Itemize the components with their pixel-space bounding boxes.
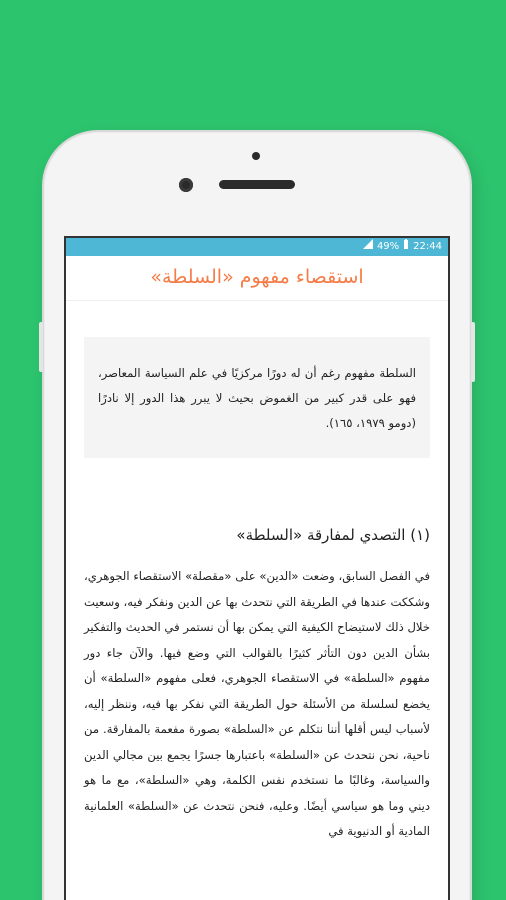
page-title: استقصاء مفهوم «السلطة» (150, 266, 364, 288)
volume-button (39, 322, 43, 372)
epigraph-quote: السلطة مفهوم رغم أن له دورًا مركزيًا في علم السياسة المعاصر، فهو على قدر كبير من الغموض بحيث لا يبرر هذا الدور إلا نادرًا (دومو ١٩٧٩، ١٦٥). (84, 337, 430, 458)
earpiece-speaker (219, 180, 295, 189)
front-camera-icon (179, 178, 193, 192)
phone-frame (42, 130, 472, 900)
section-heading: (١) التصدي لمفارقة «السلطة» (236, 526, 430, 544)
sensor-icon (252, 152, 260, 160)
signal-icon (363, 238, 373, 256)
battery-icon (403, 238, 409, 256)
status-bar (66, 238, 448, 256)
phone-screen (64, 236, 450, 900)
power-button (471, 322, 475, 382)
title-divider (66, 300, 448, 301)
body-paragraph: في الفصل السابق، وضعت «الدين» على «مقصلة» الاستقصاء الجوهري، وشككت عندها في الطريقة التي نتحدث بها عن الدين ونفكر فيه، وسعيت خلال ذلك لاستيضاح الكيفية التي يمكن بها أن نستمر في الحديث والتفكير بشأن الدين دون التأثر كثيرًا بالقوالب التي وضع فيها. والآن جاء دور مفهوم «السلطة» في الاستقصاء الجوهري، فعلى مفهوم «السلطة» أن يخضع لسلسلة من الأسئلة حول الطريقة التي نفكر بها فيه، وننظر إليه، لأسباب ليس أقلها أننا نتكلم عن «السلطة» بصورة مفعمة بالمفارقة. من ناحية، نحن نتحدث عن «السلطة» باعتبارها جسرًا يجمع بين مجالي الدين والسياسة، وغالبًا ما نستخدم نفس الكلمة، وهي «السلطة»، مع ما هو ديني وما هو سياسي أيضًا. وعليه، فنحن نتحدث عن «السلطة» العلمانية المادية أو الدنيوية في (84, 569, 430, 838)
battery-level: 49% (376, 241, 400, 252)
status-time: 22:44 (413, 241, 442, 252)
